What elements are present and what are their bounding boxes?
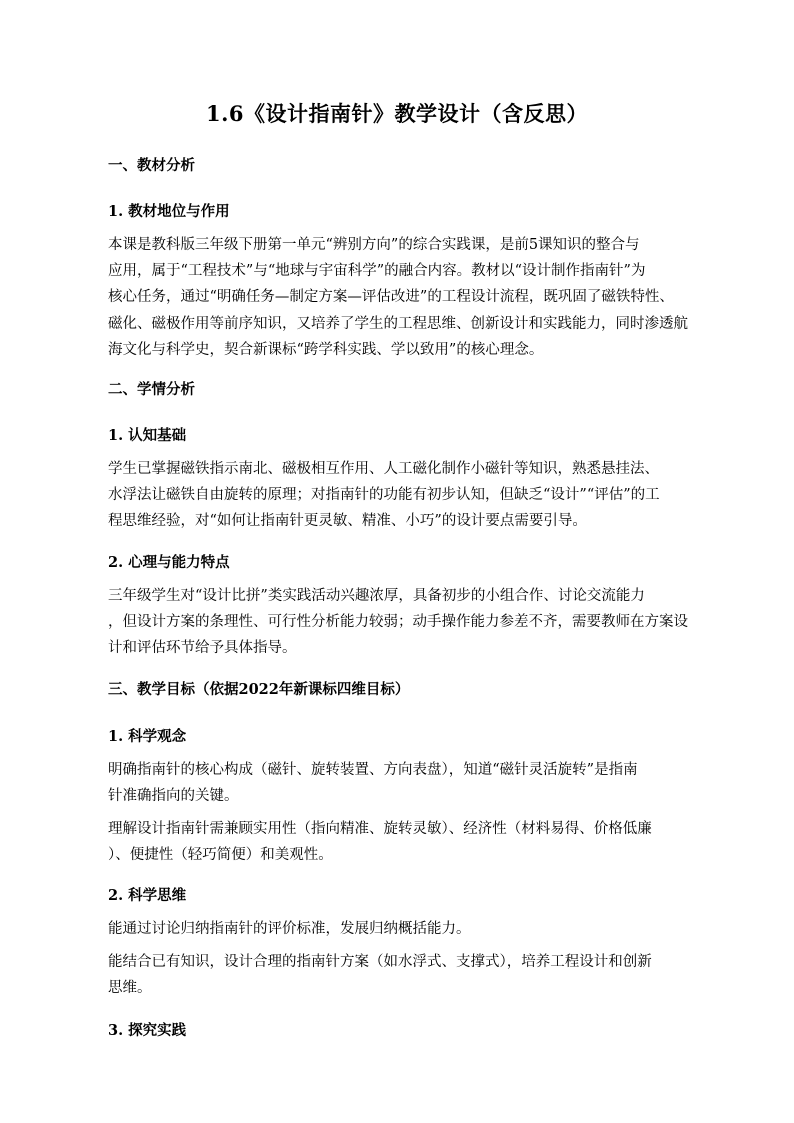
subheading-science-concepts: 1. 科学观念 xyxy=(108,728,187,745)
subheading-psychology-ability: 2. 心理与能力特点 xyxy=(108,554,230,571)
subheading-inquiry-practice: 3. 探究实践 xyxy=(108,1022,187,1039)
text-line: 核心任务，通过“明确任务—制定方案—评估改进”的工程设计流程，既巩固了磁铁特性、 xyxy=(108,289,674,306)
subheading-cognitive-basis: 1. 认知基础 xyxy=(108,427,187,444)
text-line: 针准确指向的关键。 xyxy=(108,788,239,805)
paragraph-science-thinking-1 xyxy=(108,916,728,942)
section-heading-teaching-goals: 三、教学目标（依据2022年新课标四维目标） xyxy=(108,681,410,698)
document-title: 1.6《设计指南针》教学设计（含反思） xyxy=(205,101,589,126)
text-line: 本课是教科版三年级下册第一单元“辨别方向”的综合实践课，是前5课知识的整合与 xyxy=(108,237,640,253)
text-line: 应用，属于“工程技术”与“地球与宇宙科学”的融合内容。教材以“设计制作指南针”为 xyxy=(108,263,646,280)
section-heading-teaching-material: 一、教材分析 xyxy=(108,157,195,174)
text-line: 计和评估环节给予具体指导。 xyxy=(108,640,297,657)
text-line: 程思维经验，对“如何让指南针更灵敏、精准、小巧”的设计要点需要引导。 xyxy=(108,513,587,530)
text-line: 磁化、磁极作用等前序知识，又培养了学生的工程思维、创新设计和实践能力，同时渗透航 xyxy=(108,315,688,332)
text-line: 能通过讨论归纳指南针的评价标准，发展归纳概括能力。 xyxy=(108,921,471,937)
text-line: 海文化与科学史，契合新课标“跨学科实践、学以致用”的核心理念。 xyxy=(108,341,544,358)
text-line: 明确指南针的核心构成（磁针、旋转装置、方向表盘），知道“磁针灵活旋转”是指南 xyxy=(108,762,638,778)
text-line: 三年级学生对“设计比拼”类实践活动兴趣浓厚，具备初步的小组合作、讨论交流能力 xyxy=(108,588,645,604)
text-line: ，但设计方案的条理性、可行性分析能力较弱；动手操作能力参差不齐，需要教师在方案设 xyxy=(108,614,688,631)
paragraph-science-thinking-2 xyxy=(108,949,728,1001)
section-heading-learner-analysis: 二、学情分析 xyxy=(108,381,195,398)
paragraph-psychology-ability xyxy=(108,583,728,662)
paragraph-cognitive-basis xyxy=(108,456,728,535)
text-line: 能结合已有知识，设计合理的指南针方案（如水浮式、支撑式），培养工程设计和创新 xyxy=(108,954,652,970)
text-line: ）、便捷性（轻巧简便）和美观性。 xyxy=(108,847,333,864)
text-line: 学生已掌握磁铁指示南北、磁极相互作用、人工磁化制作小磁针等知识，熟悉悬挂法、 xyxy=(108,461,659,477)
text-line: 思维。 xyxy=(108,980,152,997)
paragraph-status-and-role xyxy=(108,232,728,363)
paragraph-science-concepts-1 xyxy=(108,757,728,809)
text-line: 理解设计指南针需兼顾实用性（指向精准、旋转灵敏）、经济性（材料易得、价格低廉 xyxy=(108,821,652,837)
paragraph-science-concepts-2 xyxy=(108,816,728,868)
subheading-status-and-role: 1. 教材地位与作用 xyxy=(108,203,230,220)
text-line: 水浮法让磁铁自由旋转的原理；对指南针的功能有初步认知，但缺乏“设计”“评估”的工 xyxy=(108,487,660,504)
subheading-science-thinking: 2. 科学思维 xyxy=(108,887,187,904)
